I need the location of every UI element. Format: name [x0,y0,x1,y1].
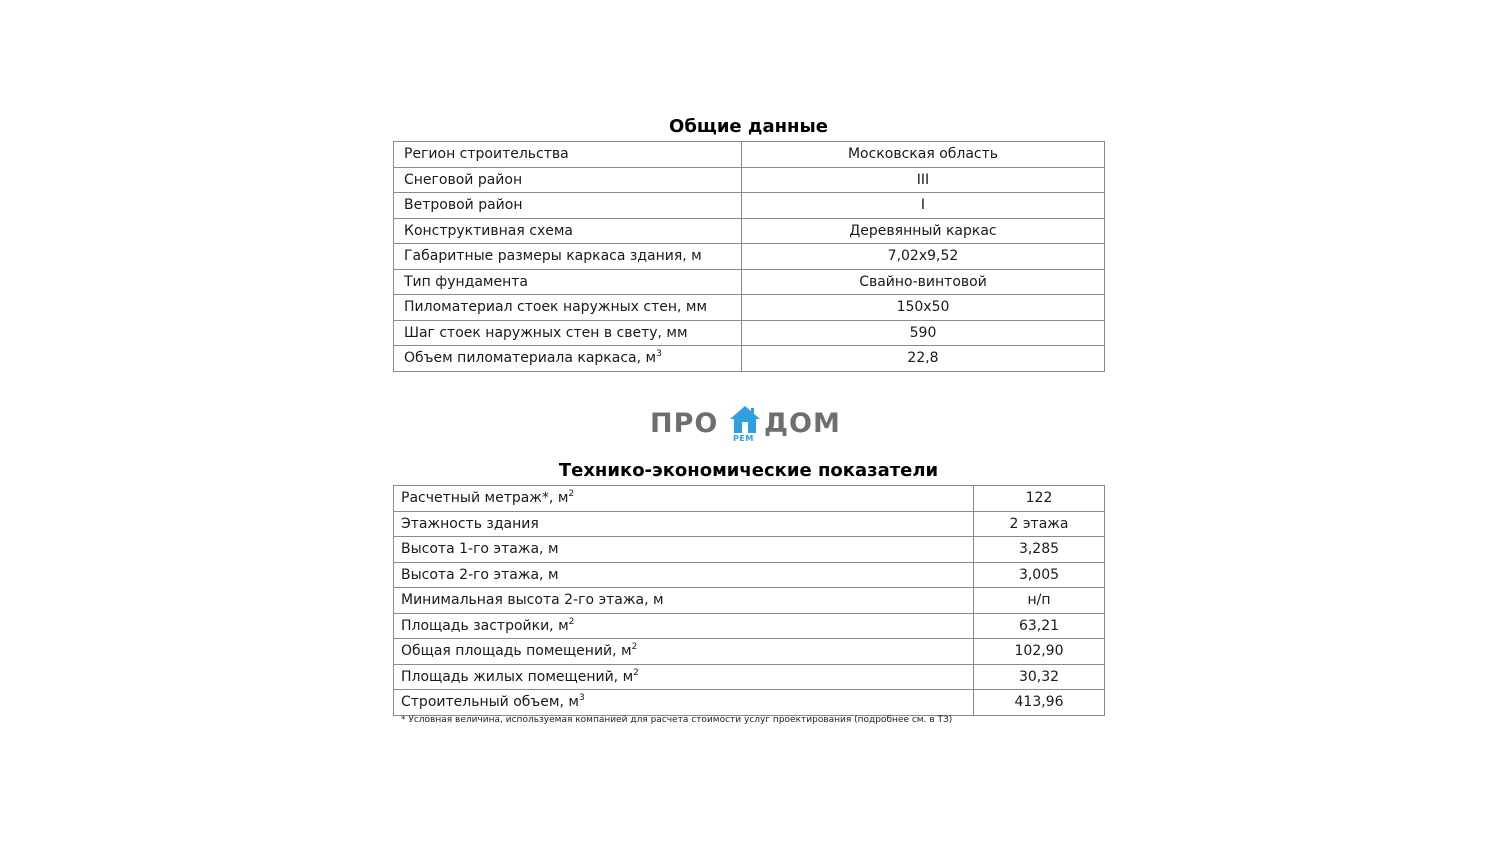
table-row [394,537,1105,563]
row-label-text: Пиломатериал стоек наружных стен, мм [404,299,708,316]
table-row [394,690,1105,716]
unit-exponent: 3 [656,349,662,360]
row-label-text: Объем пиломатериала каркаса, м [404,350,657,367]
row-label [394,346,742,372]
row-label [394,537,974,563]
row-value: 413,96 [974,690,1105,716]
row-label [394,295,742,321]
table-row [394,295,1105,321]
row-value: 22,8 [742,346,1105,372]
table-row [394,346,1105,372]
unit-exponent: 2 [568,616,575,627]
row-label-text: Общая площадь помещений, м [401,643,632,660]
prodom-logo [650,402,850,446]
row-value: 122 [974,486,1105,512]
row-label-text: Строительный объем, м [401,694,579,711]
logo-right-text: ДОМ [764,408,841,439]
row-value: III [742,167,1105,193]
table-row [394,218,1105,244]
row-label [394,664,974,690]
logo-sub-text: РЕМ [733,434,754,443]
row-value: 590 [742,320,1105,346]
row-label [394,244,742,270]
row-label-text: Габаритные размеры каркаса здания, м [404,248,702,265]
tech-indicators-table [393,485,1105,716]
row-value: Деревянный каркас [742,218,1105,244]
table-row [394,588,1105,614]
table-row [394,269,1105,295]
table-row [394,486,1105,512]
row-label [394,639,974,665]
unit-exponent: 2 [633,667,639,678]
row-label-text: Ветровой район [404,197,523,214]
unit-exponent: 3 [578,693,585,704]
row-label [394,193,742,219]
row-label-text: Площадь застройки, м [401,617,569,634]
table-row [394,639,1105,665]
row-label [394,142,742,168]
row-label [394,690,974,716]
row-label [394,613,974,639]
row-label-text: Снеговой район [404,171,523,188]
row-label-text: Высота 1-го этажа, м [401,541,559,558]
row-label-text: Минимальная высота 2-го этажа, м [401,592,664,609]
row-value: 3,285 [974,537,1105,563]
table-row [394,193,1105,219]
general-data-table [393,141,1105,372]
logo-left-text: ПРО [650,408,719,439]
table-row [394,664,1105,690]
tech-indicators-title: Технико-экономические показатели [558,460,939,481]
general-data-title: Общие данные [669,116,828,137]
table-row [394,244,1105,270]
table-row [394,320,1105,346]
row-value: н/п [974,588,1105,614]
unit-exponent: 2 [568,489,575,500]
row-label-text: Этажность здания [401,515,539,532]
row-label [394,562,974,588]
row-value: 63,21 [974,613,1105,639]
row-label-text: Конструктивная схема [404,222,573,239]
row-label-text: Расчетный метраж*, м [401,490,569,507]
row-label-text: Тип фундамента [404,273,528,290]
row-value: 7,02x9,52 [742,244,1105,270]
table-row [394,142,1105,168]
row-label [394,269,742,295]
row-value: I [742,193,1105,219]
row-value: 30,32 [974,664,1105,690]
row-value: 2 этажа [974,511,1105,537]
house-icon [729,404,761,436]
row-value: 150x50 [742,295,1105,321]
row-value: Свайно-винтовой [742,269,1105,295]
footnote: * Условная величина, используемая компанией для расчета стоимости услуг проектирования (подробнее см. в ТЗ) [401,715,953,725]
row-label [394,511,974,537]
row-label [394,486,974,512]
row-value: 3,005 [974,562,1105,588]
row-label [394,167,742,193]
table-row [394,613,1105,639]
row-label-text: Площадь жилых помещений, м [401,668,634,685]
row-label-text: Регион строительства [404,146,569,163]
table-row [394,511,1105,537]
row-label [394,588,974,614]
unit-exponent: 2 [631,642,638,653]
table-row [394,562,1105,588]
row-label [394,320,742,346]
table-row [394,167,1105,193]
row-label-text: Высота 2-го этажа, м [401,566,559,583]
row-label-text: Шаг стоек наружных стен в свету, мм [404,324,688,341]
row-label [394,218,742,244]
row-value: 102,90 [974,639,1105,665]
row-value: Московская область [742,142,1105,168]
